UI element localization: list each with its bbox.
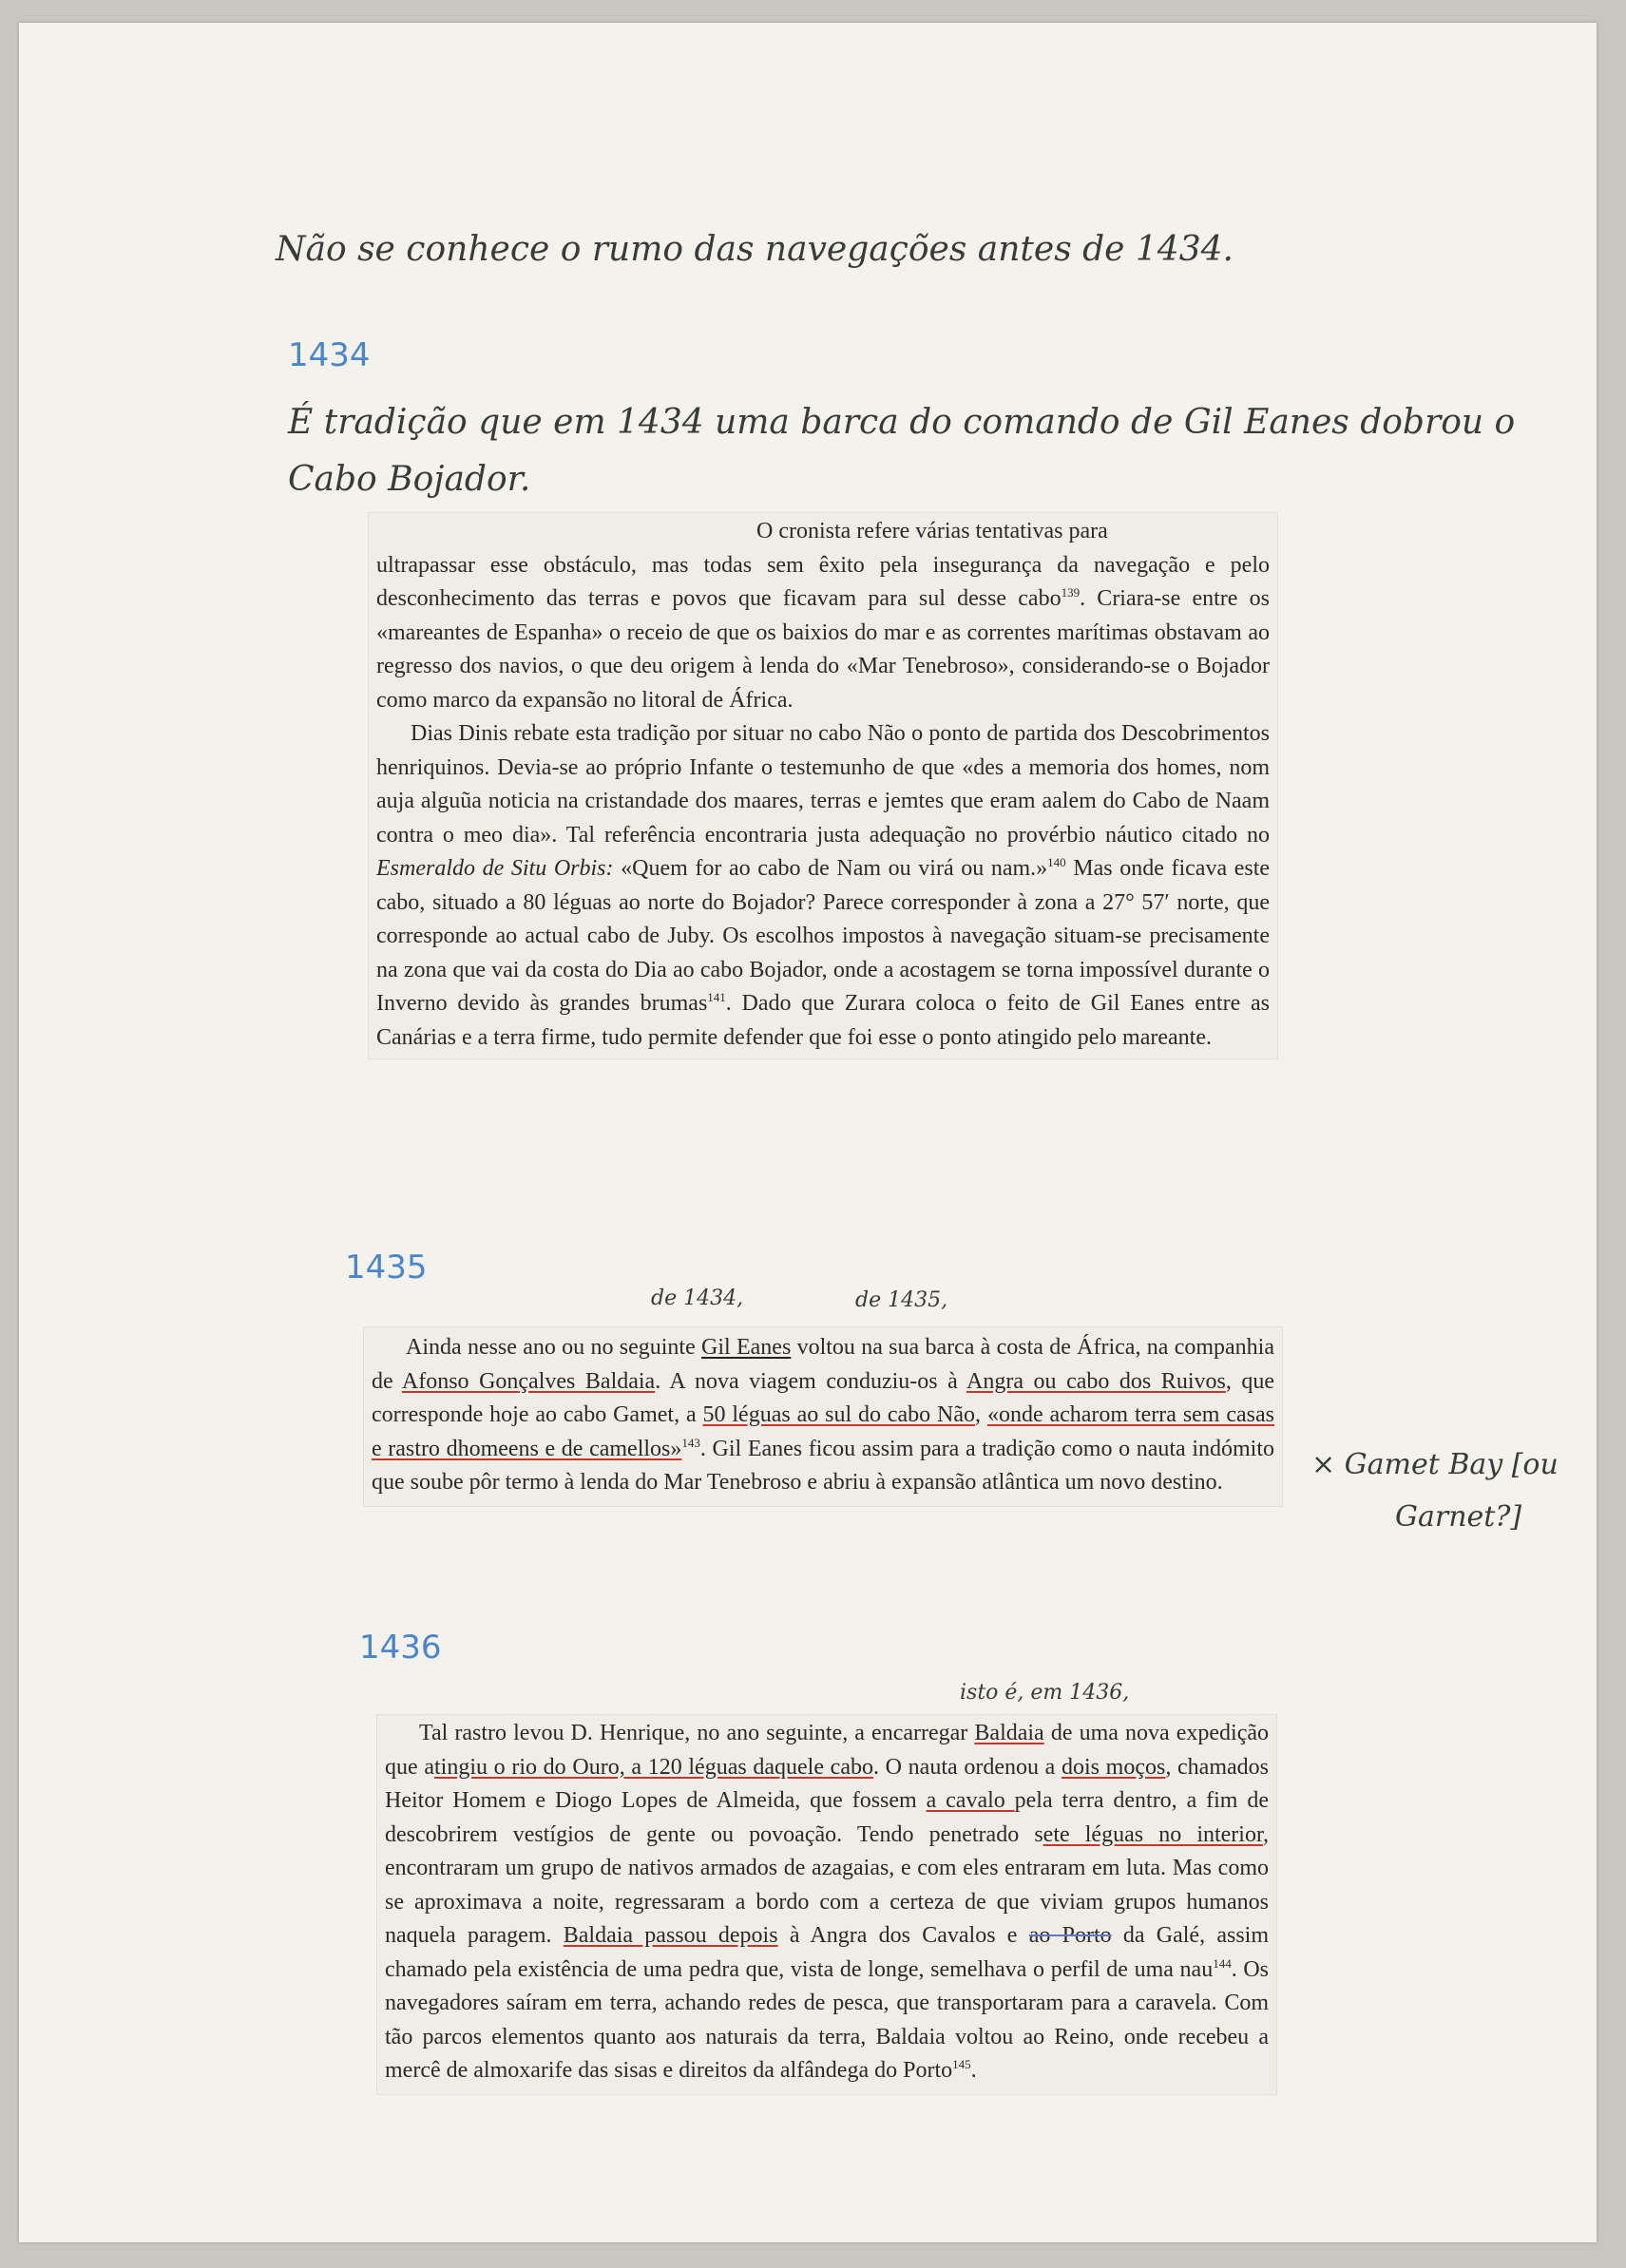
clip1-para1-cont: . Criara-se entre os «mareantes de Espanha» o receio de que os baixios do mar e as correntes marítimas obstavam ao regresso dos navios, o que deu origem à lenda do «Mar Tenebroso», considerando-se o Bojador como marco da expansão no litoral de África. — [376, 586, 1270, 713]
clipping-1436 — [376, 1714, 1277, 2095]
clip2-baldaia: Afonso Gonçalves Baldaia — [401, 1368, 656, 1394]
clip2-h: , que corresponde hoje ao cabo Gamet, a — [372, 1368, 1275, 1427]
handwritten-insert-de-1435: de 1435, — [855, 1288, 948, 1312]
handwritten-margin-note-line1: × Gamet Bay [ou — [1311, 1448, 1559, 1481]
clip3-dois-mocos: dois moços — [1061, 1754, 1166, 1780]
year-heading-1434: 1434 — [288, 336, 371, 374]
clip2-angra-ruivos: Angra ou cabo dos Ruivos — [966, 1368, 1226, 1394]
clip1-para2-d: . Dado que Zurara coloca o feito de Gil Eanes entre as Canárias e a terra firme, tudo permite defender que foi esse o ponto atingido pelo mareante. — [376, 991, 1270, 1050]
clip3-ao-porto-struck: ao Porto — [1028, 1923, 1112, 1948]
clip3-i: pela terra dentro, a fim de descobrirem vestígios de gente ou povoação. Tendo penetrado s — [385, 1788, 1269, 1847]
clip1-title-esmeraldo: Esmeraldo de Situ Orbis: — [376, 856, 614, 881]
clip2-b: ou no seguinte — [562, 1335, 702, 1360]
clip1-para2-a: Dias Dinis rebate esta tradição por situar no cabo Não o ponto de partida dos Descobrimentos henriquinos. Devia-se ao próprio Infante o testemunho de que «des a memoria dos homes, nom auja alguũa noticia na cristandade dos maares, terras e jemtes que eram aalem do Cabo de Naam contra o meo dia». Tal referência encontraria justa adequação no provérbio náutico citado no — [376, 721, 1270, 848]
clip3-q: . — [970, 2058, 977, 2083]
clip1-para2-c: Mas onde ficava este cabo, situado a 80 léguas ao norte do Bojador? Parece corresponder à zona a 27° 57′ norte, que corresponde ao actual cabo de Juby. Os escolhos impostos à navegação situam-se precisamente na zona que vai da costa do Dia ao cabo Bojador, onde a acostagem se torna impossível durante o Inverno devido às grandes brumas — [376, 856, 1271, 1016]
clip3-baldaia-passou: Baldaia passou depois — [563, 1923, 778, 1948]
clipping-1434 — [368, 512, 1278, 1059]
clip2-gil-eanes: Gil Eanes — [701, 1335, 792, 1360]
clip3-m: à Angra dos Cavalos e — [777, 1923, 1029, 1948]
clip3-rio-do-ouro: tingiu o rio do Ouro, a 120 léguas daquele cabo — [433, 1754, 873, 1780]
handwritten-intro-note: Não se conhece o rumo das navegações antes de 1434. — [276, 230, 1234, 269]
clip3-k: , encontraram um grupo de nativos armados de azagaias, e com eles entraram em luta. Mas como se aproximava a noite, regressaram a bordo com a certeza de que viviam grupos humanos naquela paragem. — [385, 1821, 1269, 1948]
clip3-baldaia: Baldaia — [974, 1721, 1044, 1745]
clip2-l: . Gil Eanes ficou assim para a tradição como o nauta indómito que soube pôr termo à lenda do Mar Tenebroso e abriu à expansão atlântica um novo destino. — [372, 1436, 1275, 1495]
handwritten-insert-de-1434: de 1434, — [651, 1286, 744, 1310]
clip2-d: voltou na sua barca à costa de África, na companhia de — [372, 1335, 1274, 1394]
clip1-lead: O cronista refere várias tentativas para — [756, 519, 1108, 543]
handwritten-1434-line2: Cabo Bojador. — [288, 460, 531, 499]
clip3-c: de uma nova expedição que a — [385, 1721, 1270, 1780]
clip3-o: da Galé, assim chamado pela existência de uma pedra que, vista de longe, semelhava o perfil de uma nau — [385, 1923, 1270, 1982]
clip1-para2-b: «Quem for ao cabo de Nam ou virá ou nam.» — [613, 856, 1048, 881]
clip1-para1: ultrapassar esse obstáculo, mas todas sem êxito pela insegurança da navegação e pelo desconhecimento das terras e povos que ficavam para sul desse cabo — [376, 552, 1270, 611]
footnote-144: 144 — [1213, 1955, 1232, 1971]
clip3-a-cavalo: a cavalo — [926, 1788, 1015, 1813]
year-heading-1435: 1435 — [345, 1248, 428, 1286]
clip3-g: , chamados Heitor Homem e Diogo Lopes de Almeida, que fossem — [385, 1754, 1269, 1813]
clip3-p: . Os navegadores saíram em terra, achando redes de pesca, que transportaram para a caravela. Com tão parcos elementos quanto aos naturais da terra, Baldaia voltou ao Reino, onde recebeu a mercê de almoxarife das sisas e direitos da alfândega do Porto — [385, 1956, 1270, 2083]
clip2-50-leguas: 50 léguas ao sul do cabo Não — [702, 1402, 976, 1427]
footnote-145: 145 — [952, 2057, 971, 2071]
clip3-a: Tal rastro levou D. Henrique, no ano seguinte, a encarregar — [419, 1721, 975, 1745]
clip2-quote: «onde acharom terra sem casas e rastro dhomeens e de camellos» — [372, 1402, 1274, 1461]
footnote-143: 143 — [681, 1435, 700, 1450]
handwritten-1434-line1: É tradição que em 1434 uma barca do comando de Gil Eanes dobrou o — [288, 403, 1516, 442]
paper-sheet — [19, 23, 1597, 2242]
footnote-141: 141 — [707, 990, 726, 1004]
clip2-f: . A nova viagem conduziu-os à — [655, 1368, 967, 1394]
footnote-140: 140 — [1047, 855, 1066, 869]
footnote-139: 139 — [1061, 585, 1081, 600]
clip2-a: Ainda nesse ano — [406, 1335, 563, 1360]
clipping-1435 — [363, 1326, 1283, 1507]
handwritten-insert-1436: isto é, em 1436, — [960, 1681, 1130, 1705]
handwritten-margin-note-line2: Garnet?] — [1395, 1500, 1522, 1534]
clip3-sete-leguas: ete léguas no interior — [1043, 1821, 1263, 1847]
year-heading-1436: 1436 — [359, 1629, 442, 1667]
clip2-j: , — [975, 1402, 987, 1427]
clip3-e: . O nauta ordenou a — [872, 1754, 1062, 1780]
